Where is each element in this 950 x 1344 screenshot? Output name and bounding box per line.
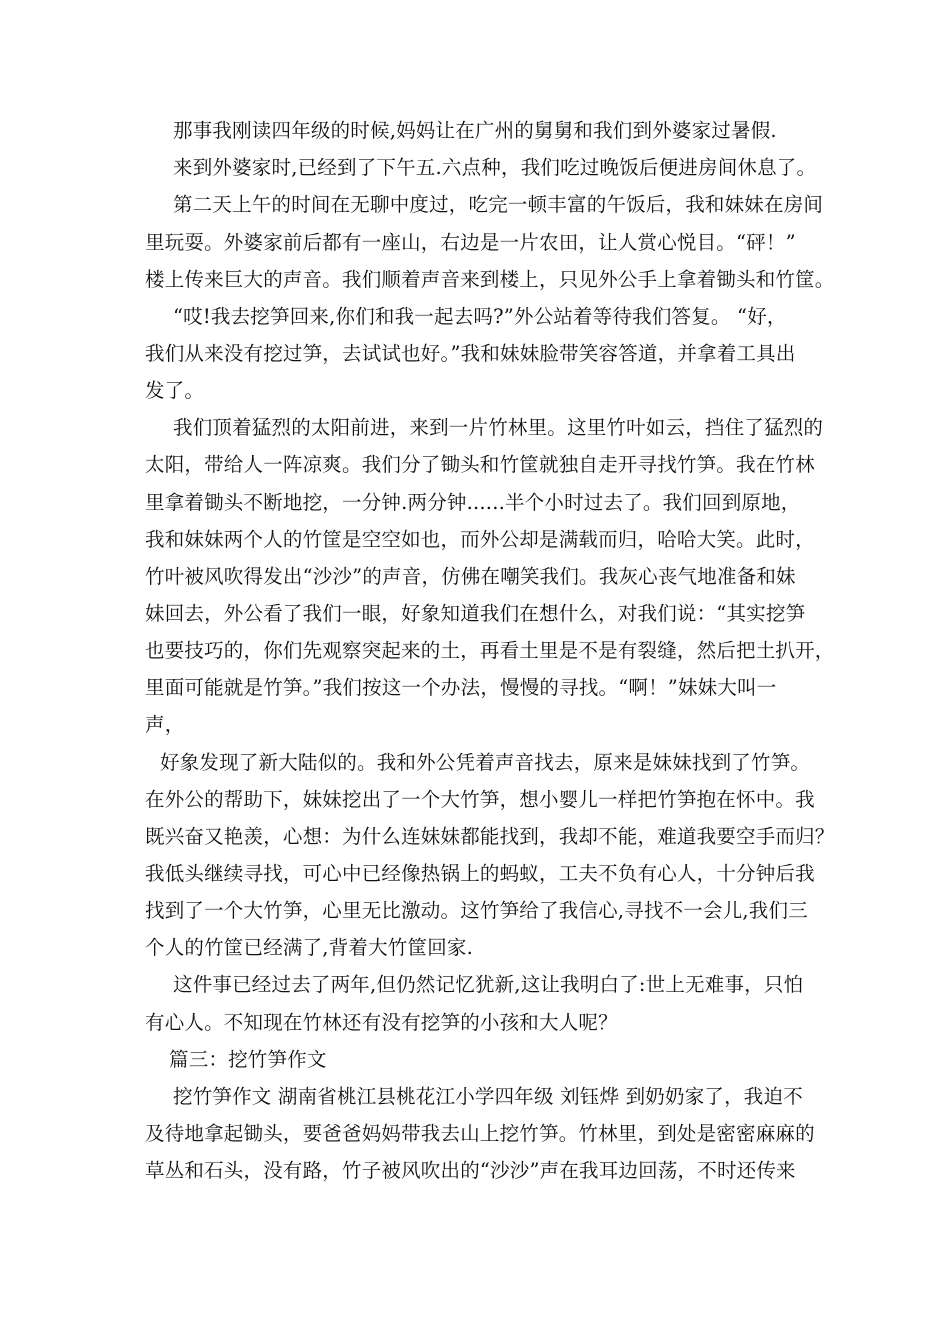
text-line: 也要技巧的，你们先观察突起来的土，再看土里是不是有裂缝，然后把土扒开，	[145, 639, 835, 662]
text-line: 发了。	[145, 379, 205, 402]
text-line: 里玩耍。外婆家前后都有一座山，右边是一片农田，让人赏心悦目。“砰！”	[145, 231, 796, 254]
text-line: 及待地拿起锄头，要爸爸妈妈带我去山上挖竹笋。竹林里，到处是密密麻麻的	[145, 1122, 815, 1145]
text-line: 有心人。不知现在竹林还有没有挖笋的小孩和大人呢？	[145, 1011, 618, 1034]
text-line: 声，	[145, 713, 185, 736]
text-line: 那事我刚读四年级的时候,妈妈让在广州的舅舅和我们到外婆家过暑假.	[173, 119, 777, 142]
text-line: 我低头继续寻找，可心中已经像热锅上的蚂蚁，工夫不负有心人，十分钟后我	[145, 862, 815, 885]
text-line: 妹回去，外公看了我们一眼，好象知道我们在想什么，对我们说：“其实挖笋	[145, 602, 806, 625]
text-line: 既兴奋又艳羡，心想：为什么连妹妹都能找到，我却不能，难道我要空手而归？	[145, 825, 835, 848]
text-line: 里面可能就是竹笋。”我们按这一个办法，慢慢的寻找。“啊！”妹妹大叫一	[145, 676, 777, 699]
text-line: 草丛和石头，没有路，竹子被风吹出的“沙沙”声在我耳边回荡，不时还传来	[145, 1159, 796, 1182]
text-line: 竹叶被风吹得发出“沙沙”的声音，仿佛在嘲笑我们。我灰心丧气地准备和妹	[145, 565, 796, 588]
text-line: “哎!我去挖笋回来,你们和我一起去吗?”外公站着等待我们答复。 “好，	[173, 305, 787, 328]
text-line: 找到了一个大竹笋，心里无比激动。这竹笋给了我信心,寻找不一会儿,我们三	[145, 899, 808, 922]
section-heading: 篇三：挖竹笋作文	[169, 1048, 327, 1071]
text-line: 我们从来没有挖过笋，去试试也好。”我和妹妹脸带笑容答道，并拿着工具出	[145, 342, 796, 365]
text-line: 太阳，带给人一阵凉爽。我们分了锄头和竹筐就独自走开寻找竹笋。我在竹林	[145, 453, 815, 476]
text-line: 我们顶着猛烈的太阳前进，来到一片竹林里。这里竹叶如云，挡住了猛烈的	[173, 416, 824, 439]
text-line: 挖竹笋作文 湖南省桃江县桃花江小学四年级 刘钰烨 到奶奶家了，我迫不	[173, 1085, 803, 1108]
text-line: 这件事已经过去了两年,但仍然记忆犹新,这让我明白了:世上无难事，只怕	[173, 973, 804, 996]
text-line: 来到外婆家时,已经到了下午五.六点种，我们吃过晚饭后便进房间休息了。	[173, 156, 817, 179]
text-line: 楼上传来巨大的声音。我们顺着声音来到楼上，只见外公手上拿着锄头和竹筐。	[145, 268, 835, 291]
text-line: 在外公的帮助下，妹妹挖出了一个大竹笋，想小婴儿一样把竹笋抱在怀中。我	[145, 788, 815, 811]
text-line: 第二天上午的时间在无聊中度过，吃完一顿丰富的午饭后，我和妹妹在房间	[173, 193, 824, 216]
text-line: 个人的竹筐已经满了,背着大竹筐回家.	[145, 936, 473, 959]
text-line: 里拿着锄头不断地挖，一分钟.两分钟......半个小时过去了。我们回到原地，	[145, 491, 801, 514]
text-line: 好象发现了新大陆似的。我和外公凭着声音找去，原来是妹妹找到了竹笋。	[160, 751, 811, 774]
text-line: 我和妹妹两个人的竹筐是空空如也，而外公却是满载而归，哈哈大笑。此时，	[145, 528, 815, 551]
